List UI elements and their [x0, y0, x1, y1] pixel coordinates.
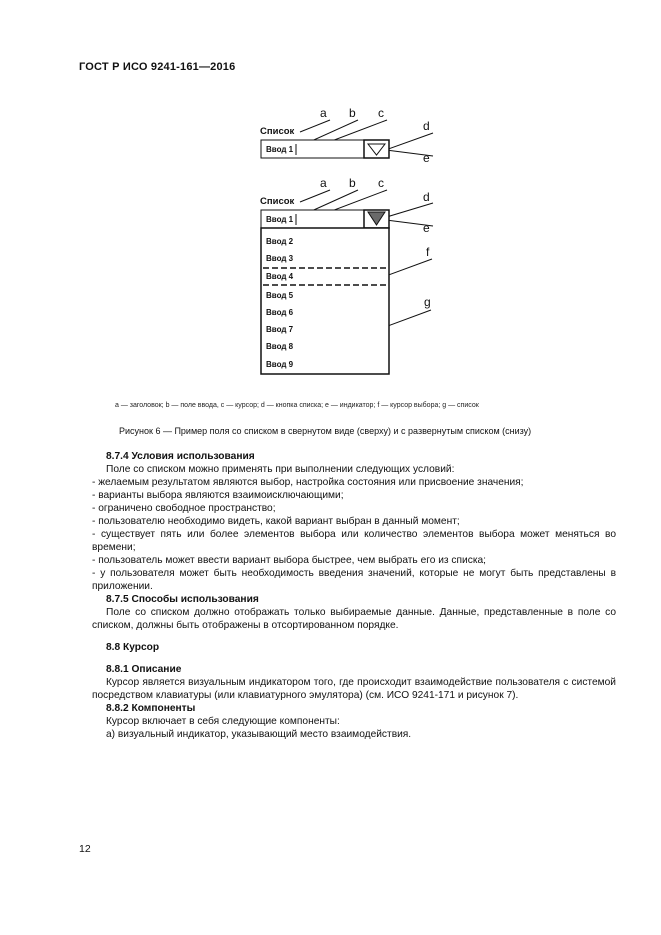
heading-8-8: 8.8 Курсор [106, 642, 160, 653]
input-field-value: Ввод 1 [266, 145, 294, 154]
callout-a: a [320, 106, 327, 120]
list-item-text: - существует пять или более элементов выбора или количество элементов выбора может меняться во времени; [92, 529, 616, 553]
callout-g: g [424, 295, 431, 309]
list-item[interactable]: Ввод 4 [266, 272, 294, 281]
figure-caption: Рисунок 6 — Пример поля со списком в свернутом виде (сверху) и с развернутым списком (снизу) [119, 426, 532, 436]
list-item[interactable]: Ввод 2 [266, 237, 294, 246]
callout-a-2: a [320, 176, 327, 190]
list-item[interactable]: Ввод 7 [266, 325, 294, 334]
heading-8-8-1: 8.8.1 Описание [106, 664, 182, 675]
list-label-2: Список [260, 196, 295, 207]
callout-e: e [423, 151, 430, 165]
list-item-text: - варианты выбора являются взаимоисключающими; [92, 490, 344, 501]
callout-b-2: b [349, 176, 356, 190]
document-body [92, 450, 616, 741]
list-item-text: - пользователю необходимо видеть, какой вариант выбран в данный момент; [92, 516, 460, 527]
document-header: ГОСТ Р ИСО 9241-161—2016 [79, 61, 236, 73]
combo-box-figure [0, 0, 661, 400]
heading-8-7-5: 8.7.5 Способы использования [106, 594, 259, 605]
list-label: Список [260, 126, 295, 137]
callout-d-2: d [423, 190, 430, 204]
callout-b: b [349, 106, 356, 120]
list-item[interactable]: Ввод 9 [266, 360, 294, 369]
heading-8-7-4: 8.7.4 Условия использования [106, 451, 255, 462]
paragraph: Курсор включает в себя следующие компоненты: [106, 716, 340, 727]
figure-legend: a — заголовок; b — поле ввода, c — курсор; d — кнопка списка; e — индикатор; f — курсор выбора; g — список [115, 402, 479, 409]
callout-c: c [378, 106, 384, 120]
callout-e-2: e [423, 221, 430, 235]
list-item[interactable]: Ввод 8 [266, 342, 294, 351]
paragraph: Курсор является визуальным индикатором того, где происходит взаимодействие пользователя с системой посредством клавиатуры (или клавиатурного эмулятора) (см. ИСО 9241-171 и рисунок 7). [92, 677, 616, 701]
paragraph: а) визуальный индикатор, указывающий место взаимодействия. [106, 729, 412, 740]
list-item[interactable]: Ввод 6 [266, 308, 294, 317]
callout-a2-line [300, 190, 330, 202]
list-item-text: - у пользователя может быть необходимость введения значений, которые не могут быть представлены в приложении. [92, 568, 616, 592]
input-field-2-value: Ввод 1 [266, 215, 294, 224]
list-item-text: - пользователь может ввести вариант выбора быстрее, чем выбрать его из списка; [92, 555, 486, 566]
dropdown-list[interactable] [261, 228, 389, 374]
callout-f: f [426, 245, 430, 259]
paragraph: Поле со списком должно отображать только выбираемые данные. Данные, представленные в поле со списком, должны быть отображены в отсортированном порядке. [92, 607, 616, 631]
list-item[interactable]: Ввод 5 [266, 291, 294, 300]
heading-8-8-2: 8.8.2 Компоненты [106, 703, 196, 714]
list-item[interactable]: Ввод 3 [266, 254, 294, 263]
page-number: 12 [79, 843, 91, 855]
callout-a-line [300, 120, 330, 132]
list-item-text: - ограничено свободное пространство; [92, 503, 276, 514]
callout-c-2: c [378, 176, 384, 190]
list-item-text: - желаемым результатом являются выбор, настройка состояния или присвоение значения; [92, 477, 524, 488]
callout-d: d [423, 119, 430, 133]
paragraph: Поле со списком можно применять при выполнении следующих условий: [106, 464, 455, 475]
